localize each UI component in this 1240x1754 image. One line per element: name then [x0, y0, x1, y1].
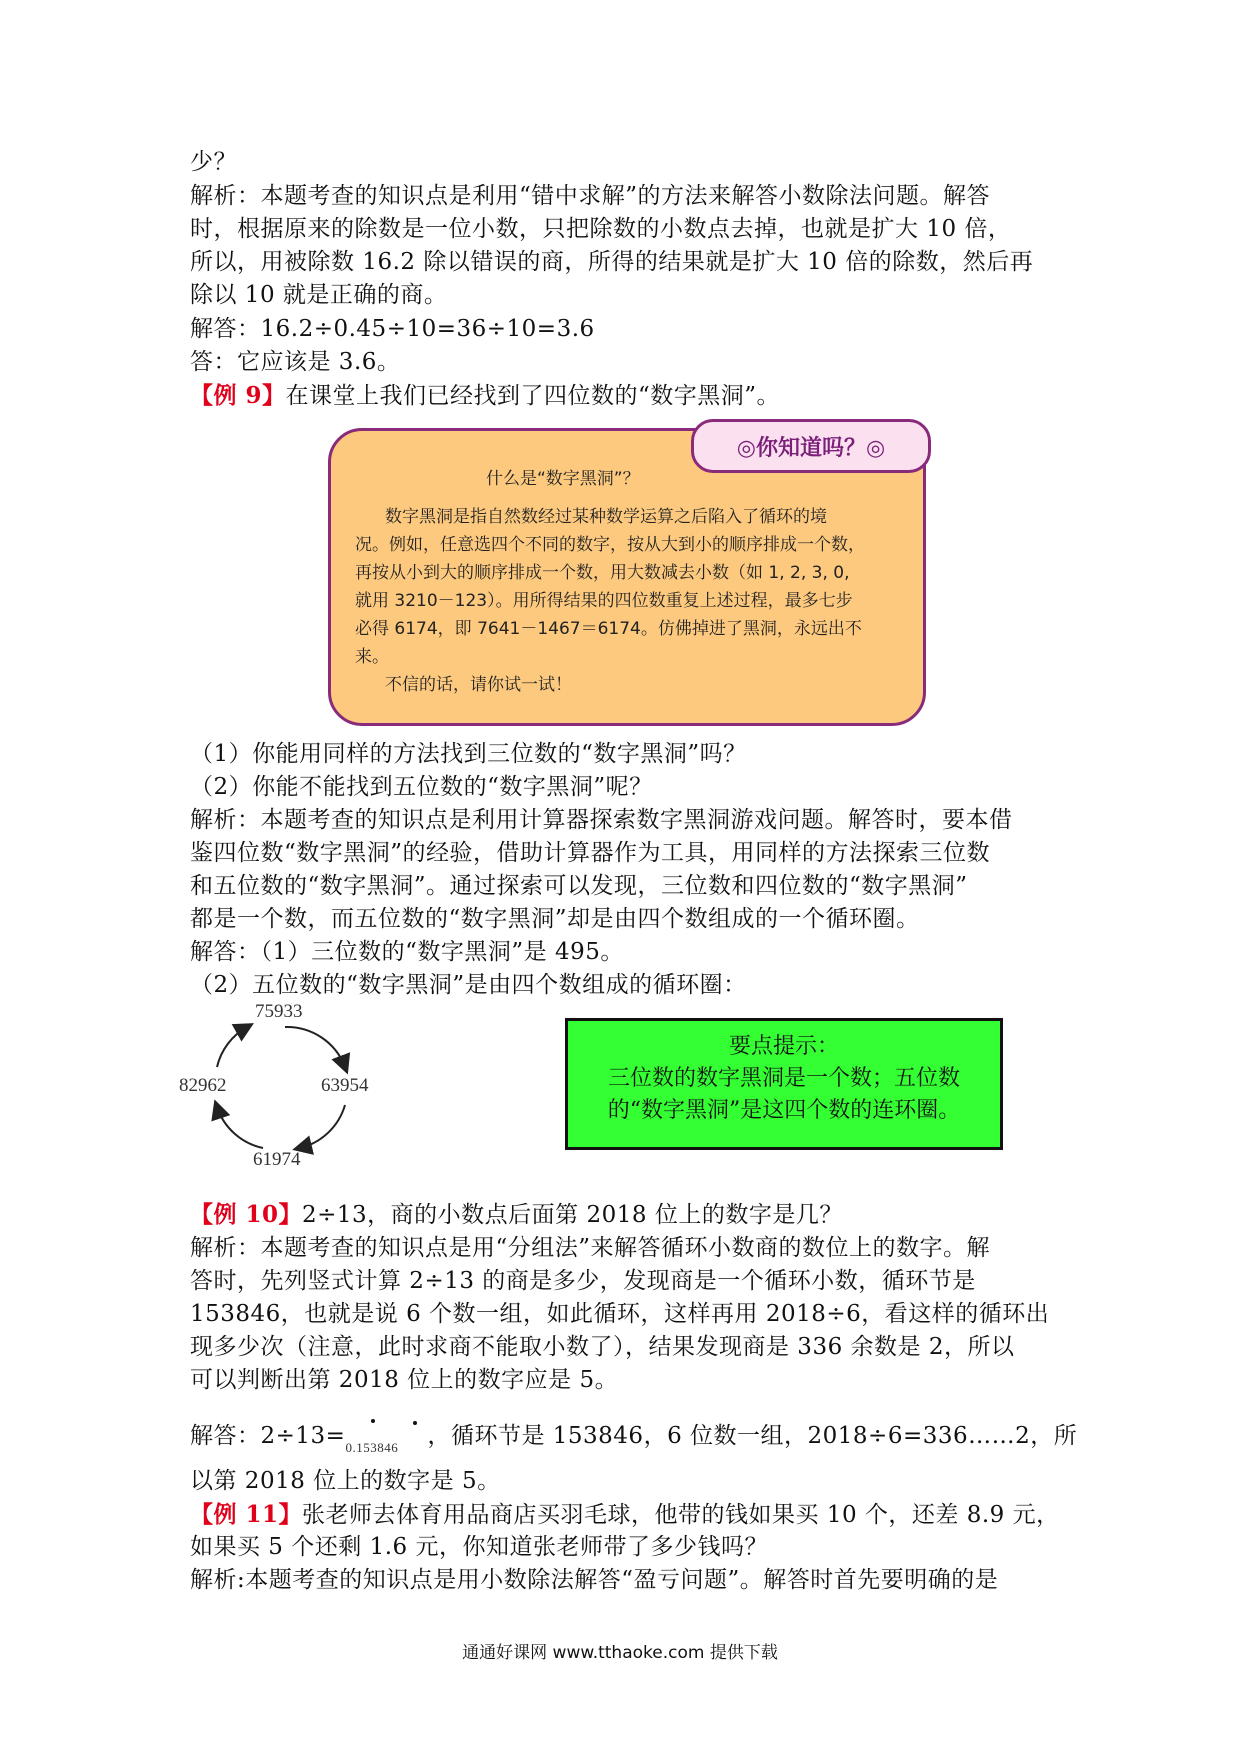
text-line: 答：它应该是 3.6。 [190, 349, 401, 375]
did-you-know-text: 就用 3210－123）。用所得结果的四位数重复上述过程，最多七步 [355, 591, 853, 611]
example-9-heading [190, 379, 1060, 413]
text-line: 解析：本题考查的知识点是利用“错中求解”的方法来解答小数除法问题。解答 [190, 183, 991, 209]
question-1: （1）你能用同样的方法找到三位数的“数字黑洞”吗？ [190, 741, 747, 767]
example-10-heading [190, 1198, 1060, 1232]
text-line: 解答：（1）三位数的“数字黑洞”是 495。 [190, 939, 624, 965]
question-2: （2）你能不能找到五位数的“数字黑洞”呢？ [190, 774, 653, 800]
example-11-heading [190, 1498, 1060, 1532]
text-line: 和五位数的“数字黑洞”。通过探索可以发现，三位数和四位数的“数字黑洞” [190, 873, 968, 899]
did-you-know-text: 不信的话，请你试一试！ [385, 675, 572, 695]
text-line: 解析：本题考查的知识点是利用计算器探索数字黑洞游戏问题。解答时，要本借 [190, 807, 1013, 833]
did-you-know-text: 来。 [355, 647, 389, 667]
example-text: 2÷13，商的小数点后面第 2018 位上的数字是几？ [302, 1202, 843, 1228]
answer-prefix: 解答：2÷13= [190, 1423, 346, 1449]
text-line: 以第 2018 位上的数字是 5。 [190, 1468, 501, 1494]
cycle-number-left: 82962 [179, 1075, 227, 1096]
key-points-box [565, 1018, 1003, 1150]
answer-suffix: ，循环节是 153846，6 位数一组，2018÷6=336……2，所 [427, 1423, 1078, 1449]
cycle-number-bottom: 61974 [253, 1149, 301, 1170]
text-line: 时，根据原来的除数是一位小数，只把除数的小数点去掉，也就是扩大 10 倍， [190, 216, 1012, 242]
example-text: 在课堂上我们已经找到了四位数的“数字黑洞”。 [285, 383, 781, 409]
answer-line [190, 1420, 1078, 1455]
did-you-know-text: 况。例如，任意选四个不同的数字，按从大到小的顺序排成一个数， [355, 535, 865, 555]
key-points-text: 三位数的数字黑洞是一个数；五位数 [607, 1066, 960, 1091]
did-you-know-text: 再按从小到大的顺序排成一个数，用大数减去小数（如 1, 2, 3, 0, [355, 563, 850, 583]
did-you-know-text: 数字黑洞是指自然数经过某种数学运算之后陷入了循环的境 [385, 507, 827, 527]
text-line: 都是一个数，而五位数的“数字黑洞”却是由四个数组成的一个循环圈。 [190, 906, 920, 932]
text-line: 少？ [190, 149, 237, 175]
text-line: （2）五位数的“数字黑洞”是由四个数组成的循环圈： [190, 972, 747, 998]
did-you-know-badge: ◎你知道吗？◎ [691, 419, 931, 473]
did-you-know-text: 必得 6174，即 7641－1467＝6174。仿佛掉进了黑洞，永远出不 [355, 619, 862, 639]
cycle-number-top: 75933 [255, 1001, 303, 1022]
did-you-know-question: 什么是“数字黑洞”？ [486, 469, 640, 489]
text-line: 解析：本题考查的知识点是用“分组法”来解答循环小数商的数位上的数字。解 [190, 1235, 991, 1261]
example-tag: 【例 10】 [190, 1201, 303, 1228]
recurring-decimal-value: 0.153846 [345, 1440, 399, 1455]
text-line: 解析:本题考查的知识点是用小数除法解答“盈亏问题”。解答时首先要明确的是 [190, 1567, 999, 1593]
text-line: 答时，先列竖式计算 2÷13 的商是多少，发现商是一个循环小数，循环节是 [190, 1268, 976, 1294]
text-line: 所以，用被除数 16.2 除以错误的商，所得的结果就是扩大 10 倍的除数，然后再 [190, 249, 1034, 275]
recurring-dot [413, 1421, 417, 1425]
black-hole-cycle-diagram [179, 1001, 385, 1170]
text-line: 现多少次（注意，此时求商不能取小数了），结果发现商是 336 余数是 2，所以 [190, 1334, 1015, 1360]
page-footer: 通通好课网 www.tthaoke.com 提供下载 [462, 1643, 778, 1663]
text-line: 解答：16.2÷0.45÷10=36÷10=3.6 [190, 316, 595, 342]
text-line: 除以 10 就是正确的商。 [190, 282, 448, 308]
text-line: 鉴四位数“数字黑洞”的经验，借助计算器作为工具，用同样的方法探索三位数 [190, 840, 991, 866]
cycle-number-right: 63954 [321, 1075, 369, 1096]
key-points-text: 的“数字黑洞”是这四个数的连环圈。 [607, 1098, 961, 1123]
text-line: 可以判断出第 2018 位上的数字应是 5。 [190, 1367, 619, 1393]
text-line: 153846，也就是说 6 个数一组，如此循环，这样再用 2018÷6，看这样的循环出 [190, 1301, 1050, 1327]
example-tag: 【例 9】 [190, 382, 286, 409]
example-tag: 【例 11】 [190, 1501, 303, 1528]
recurring-dot [371, 1419, 375, 1423]
text-line: 如果买 5 个还剩 1.6 元，你知道张老师带了多少钱吗？ [190, 1534, 768, 1560]
key-points-title: 要点提示： [728, 1034, 839, 1059]
example-text: 张老师去体育用品商店买羽毛球，他带的钱如果买 10 个，还差 8.9 元， [302, 1502, 1060, 1528]
